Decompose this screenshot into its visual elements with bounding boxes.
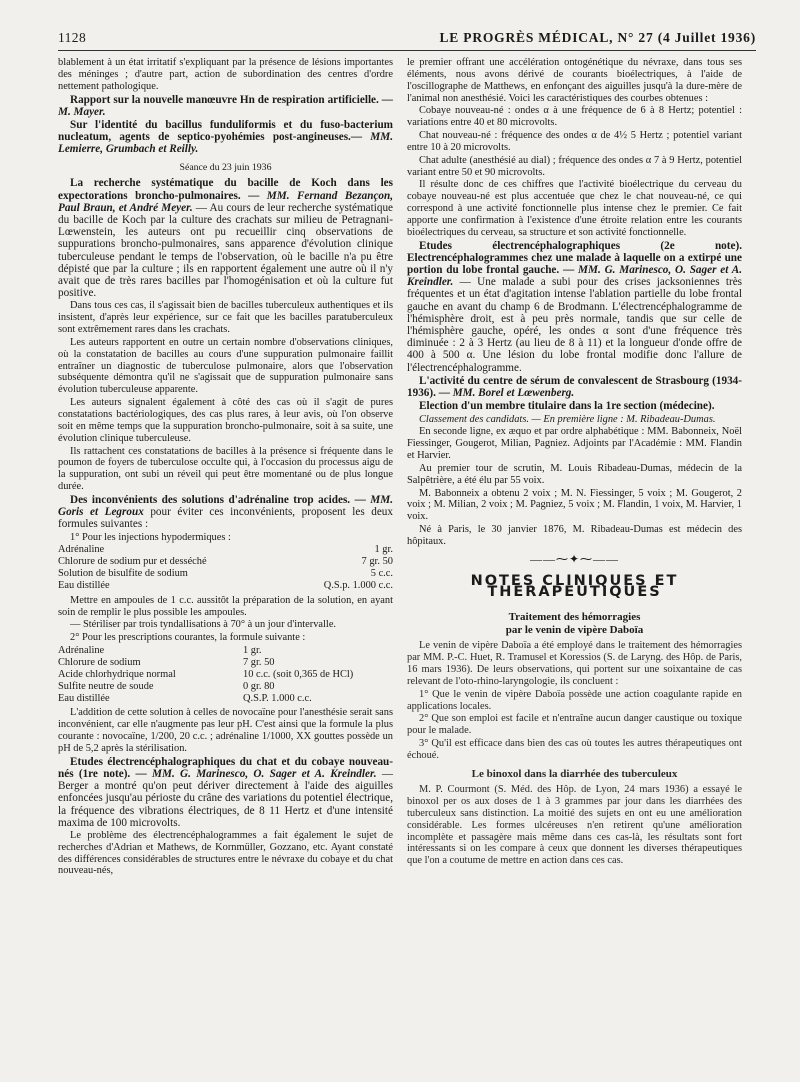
formula-row: Adrénaline 1 gr. — [58, 645, 262, 657]
right-column — [407, 57, 742, 878]
formula-row: Acide chlorhydrique normal 10 c.c. (soit 0,365 de HCl) — [58, 668, 354, 680]
paragraph: Au premier tour de scrutin, M. Louis Ribadeau-Dumas, médecin de la Salpêtrière, a été élu par 55 voix. — [407, 462, 742, 486]
article-heading: L'activité du centre de sérum de convalescent de Strasbourg (1934-1936). — MM. Borel et Lœwenberg. — [407, 374, 742, 400]
article-heading: Election d'un membre titulaire dans la 1re section (médecine). — [419, 400, 715, 413]
journal-title: LE PROGRÈS MÉDICAL, N° 27 (4 Juillet 1936) — [439, 30, 756, 45]
session-date: Séance du 23 juin 1936 — [179, 161, 272, 173]
paragraph: Chat nouveau-né : fréquence des ondes α de 4½ 5 Hertz ; potentiel variant entre 10 à 20 microvolts. — [407, 130, 742, 153]
paragraph: Mettre en ampoules de 1 c.c. aussitôt la préparation de la solution, en ayant soin de remplir le plus possible les ampoules. — [58, 594, 393, 618]
article-heading: La recherche systématique du bacille de Koch dans les expectorations broncho-pulmonaires. — MM. Fernand Bezançon, Paul Braun, et André Meyer. — Au cours de leur recherche systématique du bacille de Koch par la culture des crachats sur milieu de Petragnani-Lœwenstein, les auteurs ont pu recueillir cinq observations de suppurations broncho-pulmonaires, sans apparence d'évolution clinique tuberculeuse pendant le temps de l'observation, où le bacille n'a pu être dépisté que par la culture ; ils en rapportent également une autre où il n'y avait que de très rares bacilles par l'homogénisation et où la culture fut positive. — [58, 177, 394, 300]
ornament-divider: ——⁓✦⁓—— — [529, 551, 620, 566]
paragraph: 1° Que le venin de vipère Daboïa possède une action coagulante rapide en applications locales. — [407, 688, 742, 712]
formula-row: Eau distillée Q.S.p. 1.000 c.c. — [58, 579, 393, 591]
paragraph: 3° Qu'il est efficace dans bien des cas où toutes les autres thérapeutiques ont échoué. — [407, 738, 742, 761]
list-intro: 2° Pour les prescriptions courantes, la formule suivante : — [70, 632, 306, 644]
paragraph: Le problème des électrencéphalogrammes a fait également le sujet de recherches d'Adrian et Mathews, de Kornmüller, Gozzano, etc. Ayant constaté des différences considérables de structures entre le névraxe du cobaye et du chat nouveau-nés, — [58, 829, 393, 877]
paragraph: Dans tous ces cas, il s'agissait bien de bacilles tuberculeux authentiques et ils insistent, d'après leur expérience, sur ce fait que les bacilles paratuberculeux sont extrêmement rares dans les crachats. — [58, 300, 393, 336]
left-column — [58, 57, 393, 878]
page-number: 1128 — [58, 30, 87, 45]
paragraph: Cobaye nouveau-né : ondes α à une fréquence de 6 à 8 Hertz; potentiel : variations entre 40 et 80 microvolts. — [407, 105, 742, 129]
section-title: NOTES CLINIQUES ET THÉRAPEUTIQUES — [470, 572, 679, 601]
formula-list-2 — [58, 645, 393, 704]
paragraph: Le venin de vipère Daboïa a été employé dans le traitement des hémorragies par MM. P.-C. Huet, R. Tramusel et Koressios (S. de Laryng. des Hôp. de Paris, 16 mars 1936). De leurs observations, qui portent sur une soixantaine de cas relevant de l'oto-rhino-laryngologie, ils concluent : — [407, 640, 742, 687]
paragraph: M. Babonneix a obtenu 2 voix ; M. N. Fiessinger, 5 voix ; M. Gougerot, 2 voix ; M. Milian, 2 voix ; M. Pagniez, 5 voix ; M. Flandin, 1 voix, M. Harvier, 1 voix. — [407, 487, 742, 523]
article-heading: Sur l'identité du bacillus funduliformis et du fuso-bacterium nucleatum, agents de septico-pyohémies post-angineuses.— MM. Lemierre, Grumbach et Reilly. — [58, 118, 393, 156]
paragraph: Les auteurs signalent également à côté des cas où il s'agit de pures constatations bactériologiques, des cas plus rares, à leur avis, où l'on observe soit en même temps que la suppuration broncho-pulmonaire, soit à sa suite, une évolution clinique tuberculeuse. — [58, 397, 393, 444]
paragraph: Chat adulte (anesthésié au dial) ; fréquence des ondes α 7 à 9 Hertz, potentiel variant entre 50 et 90 microvolts. — [407, 154, 742, 178]
paragraph: blablement à un état irritatif s'expliquant par la présence de lésions importantes des méninges ; d'autre part, action de subordination des centres d'ordre nettement pathologique. — [58, 57, 393, 92]
formula-row: Chlorure de sodium pur et desséché 7 gr. 50 — [58, 556, 393, 568]
paragraph: Les auteurs rapportent en outre un certain nombre d'observations cliniques, où la constatation de bacilles au cours d'une suppuration pulmonaire faillit entraîner un diagnostic de tuberculose pulmonaire, alors que l'observation subséquente démontra qu'il ne s'agissait que de suppuration pulmonaire sans évolution tuberculeuse apparente. — [58, 336, 393, 396]
paragraph: Né à Paris, le 30 janvier 1876, M. Ribadeau-Dumas est médecin des hôpitaux. — [407, 524, 742, 547]
subsection-heading: Traitement des hémorragies par le venin de vipère Daboïa — [505, 611, 644, 636]
formula-row: Eau distillée Q.S.P. 1.000 c.c. — [58, 692, 312, 704]
paragraph: Il résulte donc de ces chiffres que l'activité bioélectrique du cerveau du cobaye nouveau-né est plus accentuée que chez le chat nouveau-né, ce qui correspond à une activité fonctionnelle plus intense chez le premier. Ce fait apporte une confirmation à l'existence d'une étroite relation entre les courants bioélectriques du cerveau, sa structure et son activité fonctionnelle. — [407, 179, 742, 238]
page-header — [58, 30, 756, 51]
formula-row: Adrénaline 1 gr. — [58, 544, 393, 556]
formula-row: Chlorure de sodium 7 gr. 50 — [58, 656, 275, 668]
paragraph: le premier offrant une accélération ontogénétique du névraxe, dans tous ses éléments, nous avons dérivé de courants bioélectriques, à l'aide de l'oscillographe de Matthews, en enfonçant des aiguilles jusqu'à la dure-mère de l'animal non anesthésié. Voici les caractéristiques des courbes obtenues : — [407, 57, 742, 104]
formula-list-1 — [58, 544, 393, 591]
paragraph: L'addition de cette solution à celles de novocaïne pour l'anesthésie serait sans inconvénient, car elle n'augmente pas leur pH. C'est ainsi que la formule la plus courante : novocaïne, 1/200, 20 c.c. ; adrénaline 1/1000, XX gouttes possède un pH de 5,2 après la stérilisation. — [58, 707, 393, 754]
article-heading: Etudes électrencéphalographiques du chat et du cobaye nouveau-nés (1re note). — MM. G. Marinesco, O. Sager et A. Kreindler. — Berger a montré qu'on peut dériver directement à l'aide des aiguilles enfoncées jusqu'au périoste du crâne des variations du potentiel électrique, la fréquence des vibrations électriques, de 8 11 Hertz et d'une intensité maxima de 100 microvolts. — [58, 755, 393, 829]
article-heading: Rapport sur la nouvelle manœuvre Hn de respiration artificielle. — M. Mayer. — [58, 93, 393, 118]
article-heading: Etudes électrencéphalographiques (2e note). Electrencéphalogrammes chez une malade à laquelle on a extirpé une portion du lobe frontal gauche. — MM. G. Marinesco, O. Sager et A. Kreindler. — Une malade a subi pour des crises jacksoniennes très fréquentes et un état d'agitation intense l'ablation partielle du lobe frontal gauche en avant du champ 6 de Brodmann. L'électrencéphalogramme de l'hémisphère droit, est à peu près normale, tandis que sur celle de l'hémisphère gauche, opéré, les ondes α sont d'une fréquence très diminuée : 2 à 3 Hertz (au lieu de 8 à 11) et la longueur d'onde offre de 400 à 500 α. Une lésion du lobe frontal modifie donc l'allure de l'électrencéphalogramme. — [407, 239, 743, 374]
article-heading: Des inconvénients des solutions d'adrénaline trop acides. — MM. Goris et Legroux pour éviter ces inconvénients, proposent les deux formules suivantes : — [58, 493, 393, 531]
paragraph: Classement des candidats. — En première ligne : M. Ribadeau-Dumas. — [419, 413, 716, 425]
paragraph: — Stériliser par trois tyndallisations à 70° à un jour d'intervalle. — [70, 619, 337, 631]
formula-row: Solution de bisulfite de sodium 5 c.c. — [58, 568, 393, 580]
paragraph: En seconde ligne, ex æquo et par ordre alphabétique : MM. Babonneix, Noël Fiessinger, Gougerot, Milian, Pagniez. Adjoints par l'Académie : MM. Flandin et Harvier. — [407, 426, 742, 462]
paragraph: 2° Que son emploi est facile et n'entraîne aucun danger caustique ou toxique pour le malade. — [407, 713, 742, 737]
subsection-heading: Le binoxol dans la diarrhée des tuberculeux — [471, 767, 678, 780]
list-intro: 1° Pour les injections hypodermiques : — [70, 531, 231, 543]
paragraph: M. P. Courmont (S. Méd. des Hôp. de Lyon, 24 mars 1936) a essayé le binoxol per os aux doses de 1 à 3 grammes par jour dans les diarrhées des tuberculeux sans distinction. La moitié des sujets en ont eu une amélioration considérable. Les formes ulcéreuses n'en retirent qu'une amélioration incomplète et passagère mais même dans ces cas-là, les résultats sont fort intéressants si on les compare à ceux que donnent les diverses thérapeutiques que l'on a coutume de mettre en action dans ces cas. — [407, 784, 742, 867]
paragraph: Ils rattachent ces constatations de bacilles à la présence si fréquente dans le poumon de foyers de tuberculose occulte qui, à l'occasion du processus aigu de la suppuration, ont subi un réveil qui peut être momentané ou de plus longue durée. — [58, 445, 393, 493]
formula-row: Sulfite neutre de soude 0 gr. 80 — [58, 680, 275, 692]
